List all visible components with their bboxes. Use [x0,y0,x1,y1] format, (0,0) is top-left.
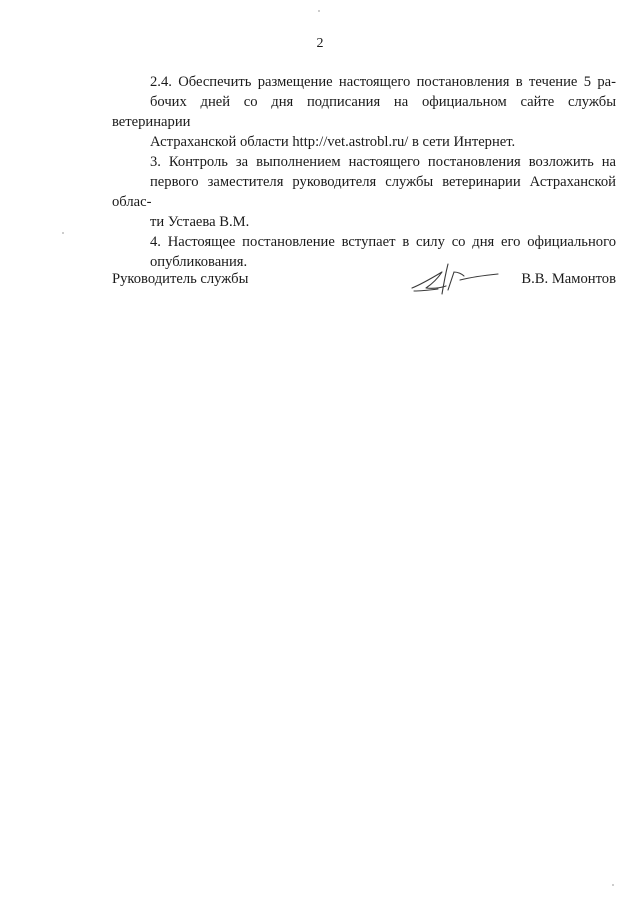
signer-title: Руководитель службы [112,271,249,287]
paragraph-line: Астраханской области http://vet.astrobl.ru/ в сети Интернет. [150,134,516,150]
handwritten-signature-icon [408,258,504,300]
scan-artifact [62,232,64,234]
paragraph-line: опубликования. [150,254,248,270]
paragraph-line: ти Устаева В.М. [150,214,250,230]
page-number: 2 [316,36,324,51]
paragraph-line: 3. Контроль за выполнением настоящего постановления возложить на [150,154,616,170]
document-body [112,72,616,272]
paragraph-line: 4. Настоящее постановление вступает в силу со дня его официального [150,234,616,250]
paragraph-2-4 [112,72,616,152]
scan-artifact [612,884,614,886]
signer-name: В.В. Мамонтов [521,271,616,287]
scan-artifact [318,10,320,12]
paragraph-line: первого заместителя руководителя службы ветеринарии Астраханской облас- [112,174,616,210]
paragraph-4 [112,232,616,272]
paragraph-line: бочих дней со дня подписания на официальном сайте службы ветеринарии [112,94,616,130]
paragraph-line: 2.4. Обеспечить размещение настоящего постановления в течение 5 ра- [150,74,616,90]
paragraph-3 [112,152,616,232]
signature-block [112,268,616,298]
